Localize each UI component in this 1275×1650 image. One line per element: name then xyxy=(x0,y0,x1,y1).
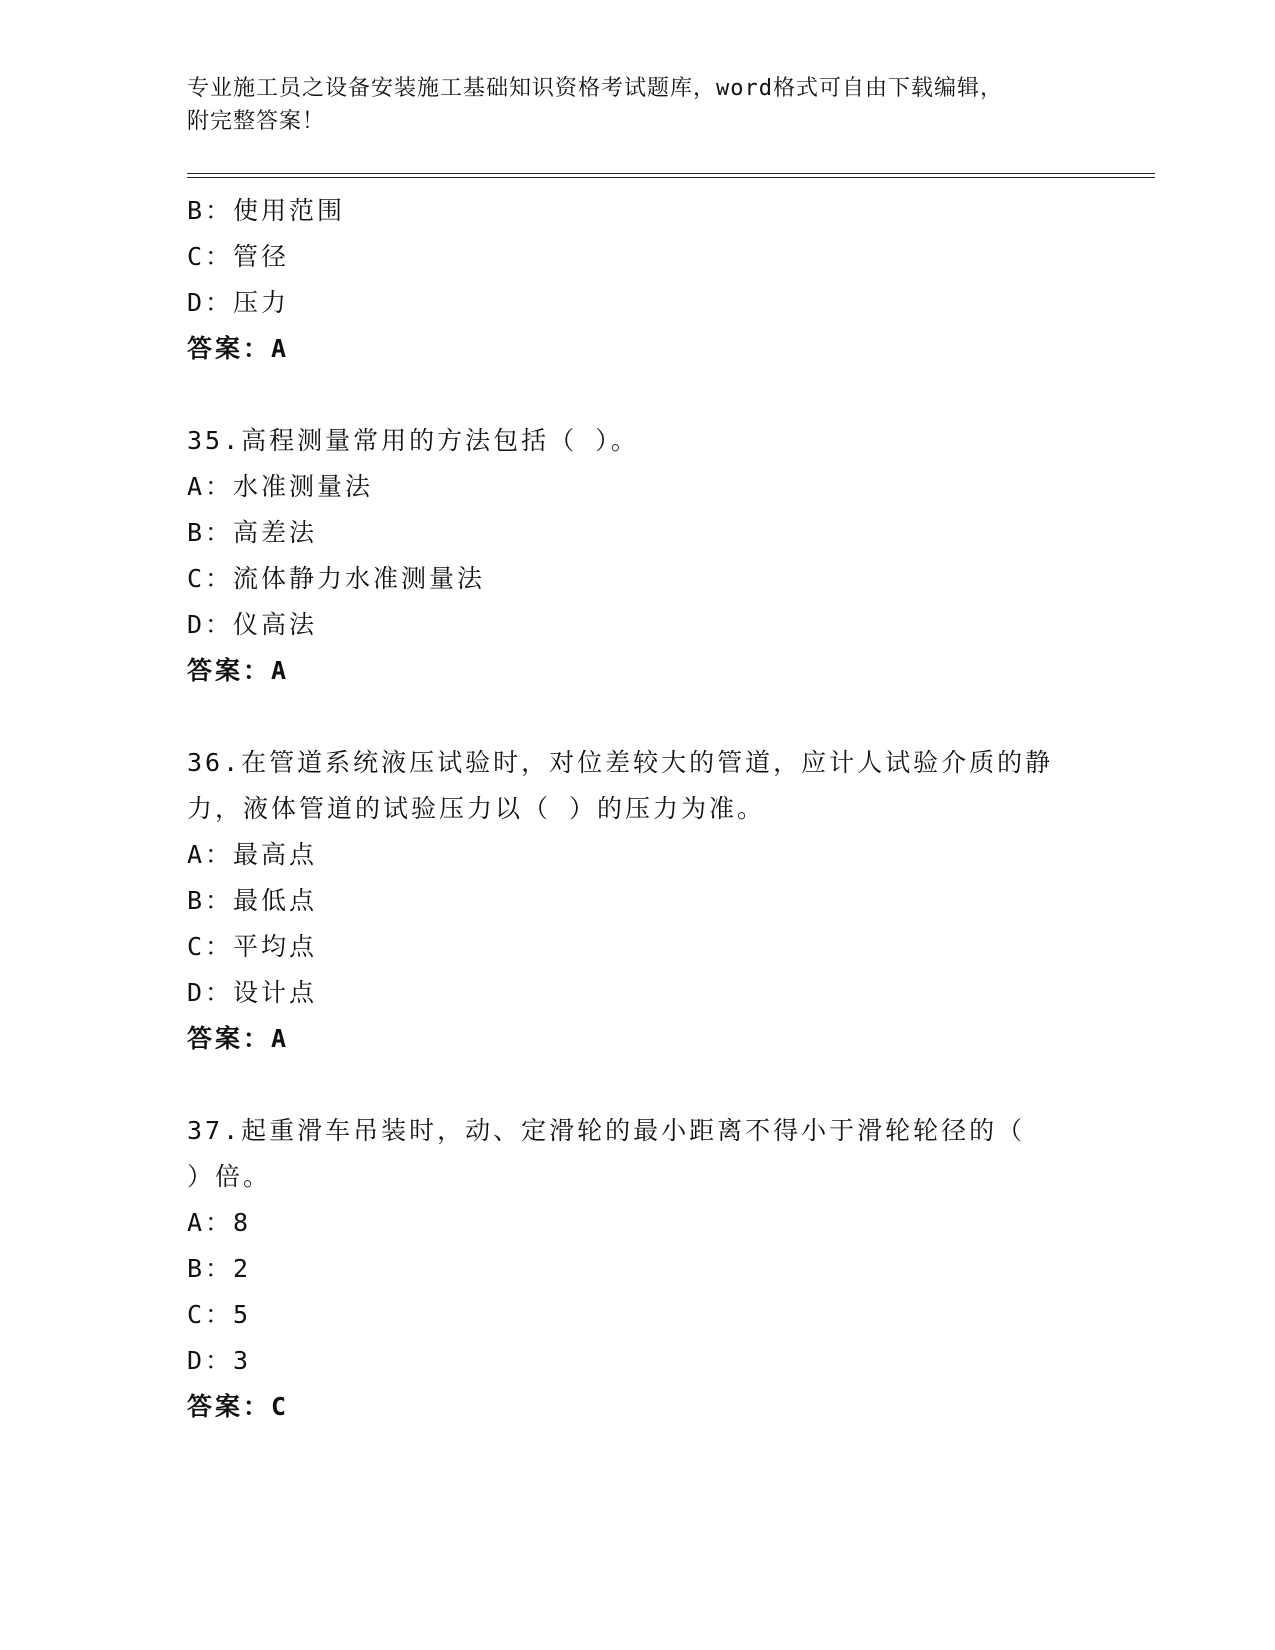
option-b: B：高差法 xyxy=(187,518,318,547)
header-divider-bottom xyxy=(187,177,1155,178)
header-line-1: 专业施工员之设备安装施工基础知识资格考试题库，word格式可自由下载编辑， xyxy=(187,76,1003,101)
answer-line: 答案：A xyxy=(187,656,290,685)
question-stem-continued: 力，液体管道的试验压力以（ ）的压力为准。 xyxy=(187,794,766,823)
question-stem: 36.在管道系统液压试验时，对位差较大的管道，应计人试验介质的静 xyxy=(187,748,1054,777)
header-divider-top xyxy=(187,173,1155,174)
question-37 xyxy=(187,1108,1087,1430)
option-b: B：最低点 xyxy=(187,886,318,915)
question-stem-continued: ）倍。 xyxy=(187,1162,272,1191)
option-c: C：管径 xyxy=(187,242,290,271)
header-line-2: 附完整答案！ xyxy=(187,109,326,134)
question-34-tail xyxy=(187,188,1087,372)
question-35 xyxy=(187,418,1087,694)
question-stem: 35.高程测量常用的方法包括（ ）。 xyxy=(187,426,639,455)
option-d: D：压力 xyxy=(187,288,290,317)
question-stem: 37.起重滑车吊装时，动、定滑轮的最小距离不得小于滑轮轮径的（ xyxy=(187,1116,1026,1145)
option-a: A：最高点 xyxy=(187,840,318,869)
answer-line: 答案：A xyxy=(187,1024,290,1053)
option-c: C：平均点 xyxy=(187,932,318,961)
option-c: C：5 xyxy=(187,1300,252,1329)
document-header xyxy=(187,72,1087,138)
spacer xyxy=(187,694,1087,740)
spacer xyxy=(187,372,1087,418)
spacer xyxy=(187,1062,1087,1108)
option-a: A：水准测量法 xyxy=(187,472,374,501)
question-list xyxy=(187,188,1087,1430)
answer-line: 答案：A xyxy=(187,334,290,363)
option-c: C：流体静力水准测量法 xyxy=(187,564,486,593)
answer-line: 答案：C xyxy=(187,1392,290,1421)
option-d: D：设计点 xyxy=(187,978,318,1007)
question-36 xyxy=(187,740,1087,1062)
option-d: D：仪高法 xyxy=(187,610,318,639)
option-a: A：8 xyxy=(187,1208,252,1237)
option-d: D：3 xyxy=(187,1346,252,1375)
option-b: B：使用范围 xyxy=(187,196,346,225)
option-b: B：2 xyxy=(187,1254,252,1283)
